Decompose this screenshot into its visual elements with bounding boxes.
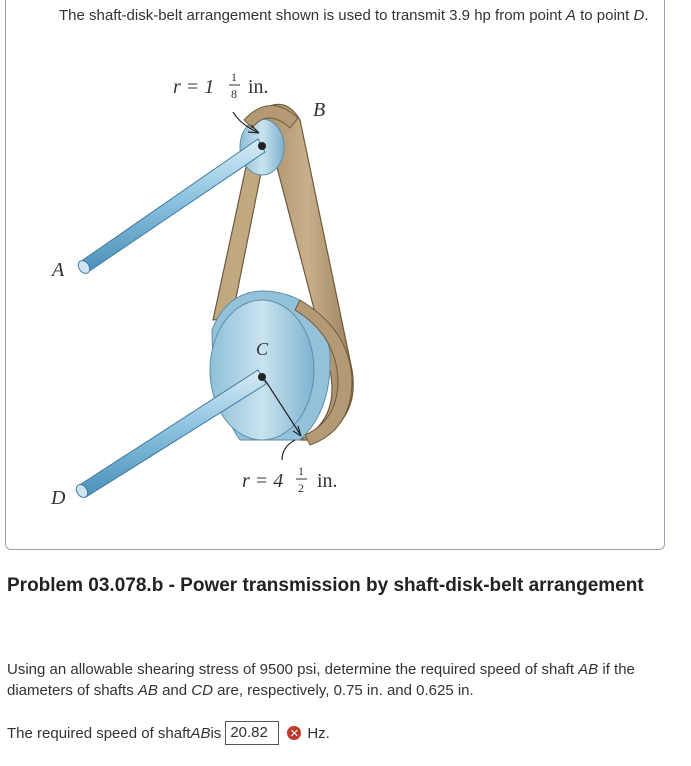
answer-prefix: The required speed of shaft bbox=[7, 724, 191, 742]
question-shaft-ab: AB bbox=[578, 661, 599, 678]
answer-input[interactable]: 20.82 bbox=[225, 721, 279, 745]
problem-title: Problem 03.078.b - Power transmission by shaft-disk-belt arrangement bbox=[7, 575, 644, 596]
answer-row bbox=[7, 720, 330, 746]
intro-point-a: A bbox=[565, 7, 576, 24]
label-c: C bbox=[256, 339, 269, 359]
label-a: A bbox=[52, 259, 65, 281]
question-text-1: Using an allowable shearing stress of 9500 psi, determine the required speed of shaft bbox=[7, 661, 579, 678]
question-shaft-cd: CD bbox=[191, 682, 213, 699]
label-d: D bbox=[51, 487, 66, 509]
intro-text-2: to point bbox=[575, 7, 634, 24]
question-text-3: and bbox=[157, 682, 192, 699]
answer-shaft: AB bbox=[190, 724, 211, 742]
incorrect-icon: ✕ bbox=[287, 726, 301, 740]
label-b: B bbox=[313, 99, 326, 121]
label-r-large-num: 1 bbox=[298, 464, 304, 478]
label-r-small: r = 1 bbox=[173, 76, 215, 98]
label-r-large-unit: in. bbox=[317, 470, 338, 492]
label-r-large-den: 2 bbox=[298, 481, 304, 495]
label-r-small-den: 8 bbox=[231, 87, 237, 101]
label-r-large: r = 4 bbox=[242, 470, 284, 492]
intro-text-end: . bbox=[644, 7, 649, 24]
intro-text-1: The shaft-disk-belt arrangement shown is used to transmit 3.9 hp from point bbox=[59, 7, 566, 24]
answer-is: is bbox=[210, 724, 222, 742]
question-shaft-ab-2: AB bbox=[137, 682, 158, 699]
question-text-4: are, respectively, 0.75 in. and 0.625 in. bbox=[212, 682, 474, 699]
answer-unit: Hz. bbox=[307, 724, 330, 742]
label-r-small-num: 1 bbox=[231, 70, 237, 84]
question-text-2: if the diameters of shafts bbox=[7, 661, 635, 699]
label-r-small-unit: in. bbox=[248, 76, 269, 98]
intro-point-d: D bbox=[633, 7, 645, 24]
question-text bbox=[7, 659, 689, 701]
